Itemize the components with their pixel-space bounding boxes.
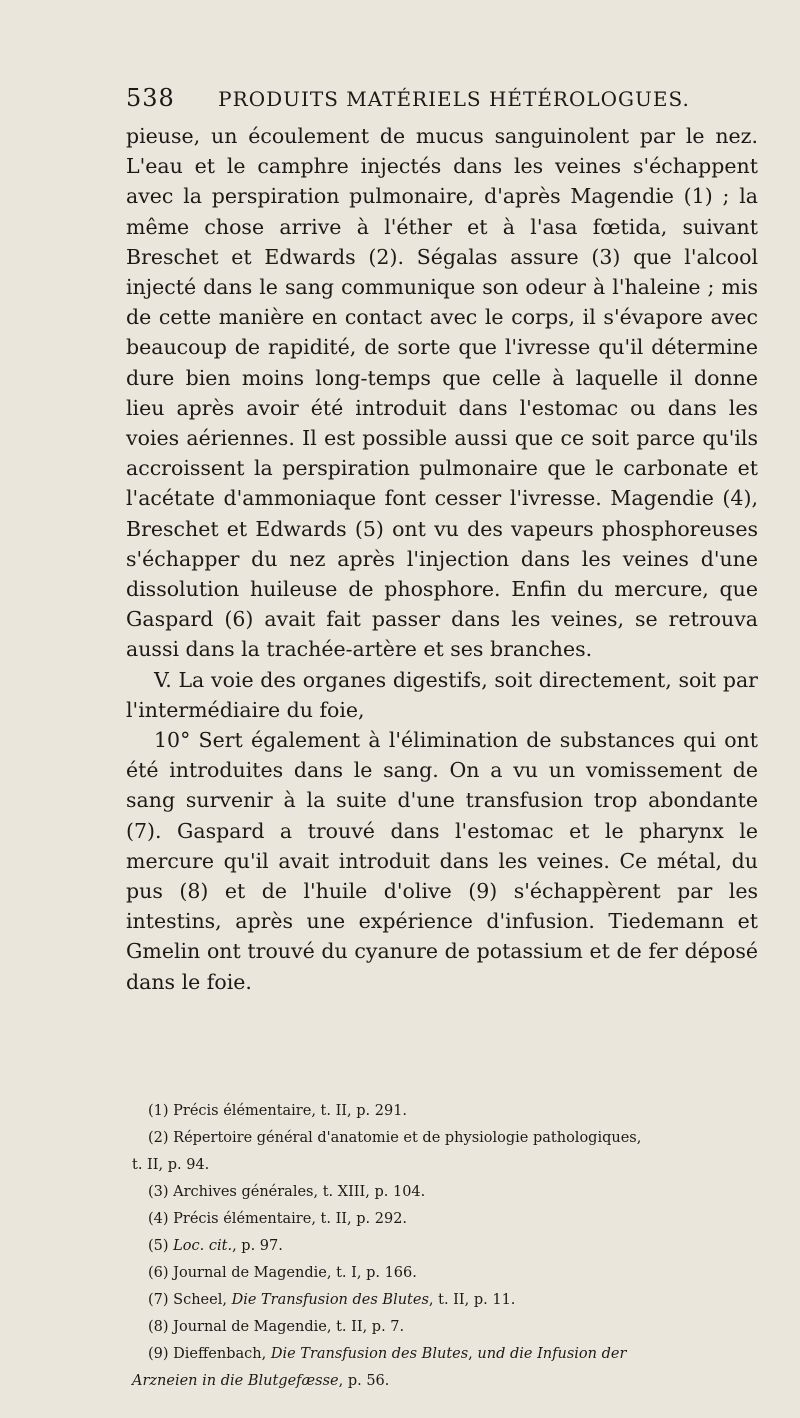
footnote-7	[126, 1287, 762, 1314]
footnote-2: (2) Répertoire général d'anatomie et de physiologie pathologiques,	[148, 1130, 642, 1146]
footnote-7-title: Die Transfusion des Blutes	[231, 1292, 429, 1308]
footnote-2-continuation: t. II, p. 94.	[132, 1157, 210, 1173]
footnote-9-title: Die Transfusion des Blutes	[270, 1346, 469, 1362]
running-title: PRODUITS MATÉRIELS HÉTÉROLOGUES.	[218, 87, 690, 111]
footnote-4: (4) Précis élémentaire, t. II, p. 292.	[148, 1211, 408, 1227]
footnotes	[126, 1098, 762, 1395]
footnote-9-title-part2: und die Infusion der	[477, 1346, 627, 1362]
footnote-9-title-part3: Arzneien in die Blutgefæsse	[132, 1373, 339, 1389]
footnote-7-page: , t. II, p. 11.	[428, 1292, 516, 1308]
footnote-5-page: , p. 97.	[232, 1238, 283, 1254]
footnote-9-continuation	[126, 1368, 762, 1395]
footnote-9-author: (9) Dieffenbach,	[148, 1346, 271, 1362]
footnote-9-page: , p. 56.	[338, 1373, 390, 1389]
page-number: 538	[126, 84, 175, 112]
main-text	[126, 121, 758, 997]
footnote-7-author: (7) Scheel,	[148, 1292, 232, 1308]
footnote-8: (8) Journal de Magendie, t. II, p. 7.	[148, 1319, 405, 1335]
paragraph-point-10: 10° Sert également à l'élimination de substances qui ont été introduites dans le sang. On a vu un vomissement de sang survenir à la suite d'une transfusion trop abondante (7). Gaspard a trouvé dans l'estomac et le pharynx le mercure qu'il avait introduit dans les veines. Ce métal, du pus (8) et de l'huile d'olive (9) s'échappèrent par les intestins, après une expérience d'infusion. Tiedemann et Gmelin ont trouvé du cyanure de potassium et de fer déposé dans le foie.	[126, 728, 758, 994]
paragraph-continuation: pieuse, un écoulement de mucus sanguinolent par le nez. L'eau et le camphre injectés dans les veines s'échappent avec la perspiration pulmonaire, d'après Magendie (1) ; la même chose arrive à l'éther et à l'asa fœtida, suivant Breschet et Edwards (2). Ségalas assure (3) que l'alcool injecté dans le sang communique son odeur à l'haleine ; mis de cette manière en contact avec le corps, il s'évapore avec beaucoup de rapidité, de sorte que l'ivresse qu'il détermine dure bien moins long-temps que celle à laquelle il donne lieu après avoir été introduit dans l'estomac ou dans les voies aériennes. Il est possible aussi que ce soit parce qu'ils accroissent la perspiration pulmonaire que le carbonate et l'acétate d'ammoniaque font cesser l'ivresse. Magendie (4), Breschet et Edwards (5) ont vu des vapeurs phosphoreuses s'échapper du nez après l'injection dans les veines d'une dissolution huileuse de phosphore. Enfin du mercure, que Gaspard (6) avait fait passer dans les veines, se retrouva aussi dans la trachée-artère et ses branches.	[126, 124, 758, 662]
paragraph-section-v: V. La voie des organes digestifs, soit directement, soit par l'intermédiaire du foie,	[126, 667, 758, 722]
footnote-9	[126, 1341, 762, 1368]
footnote-5-title: Loc. cit.	[173, 1238, 233, 1254]
page-header	[126, 84, 726, 112]
footnote-5-number: (5)	[148, 1238, 174, 1254]
footnote-9-separator: ,	[468, 1346, 478, 1362]
footnote-6: (6) Journal de Magendie, t. I, p. 166.	[148, 1265, 417, 1281]
footnote-3: (3) Archives générales, t. XIII, p. 104.	[148, 1184, 426, 1200]
footnote-1: (1) Précis élémentaire, t. II, p. 291.	[148, 1103, 408, 1119]
footnote-5	[126, 1233, 762, 1260]
